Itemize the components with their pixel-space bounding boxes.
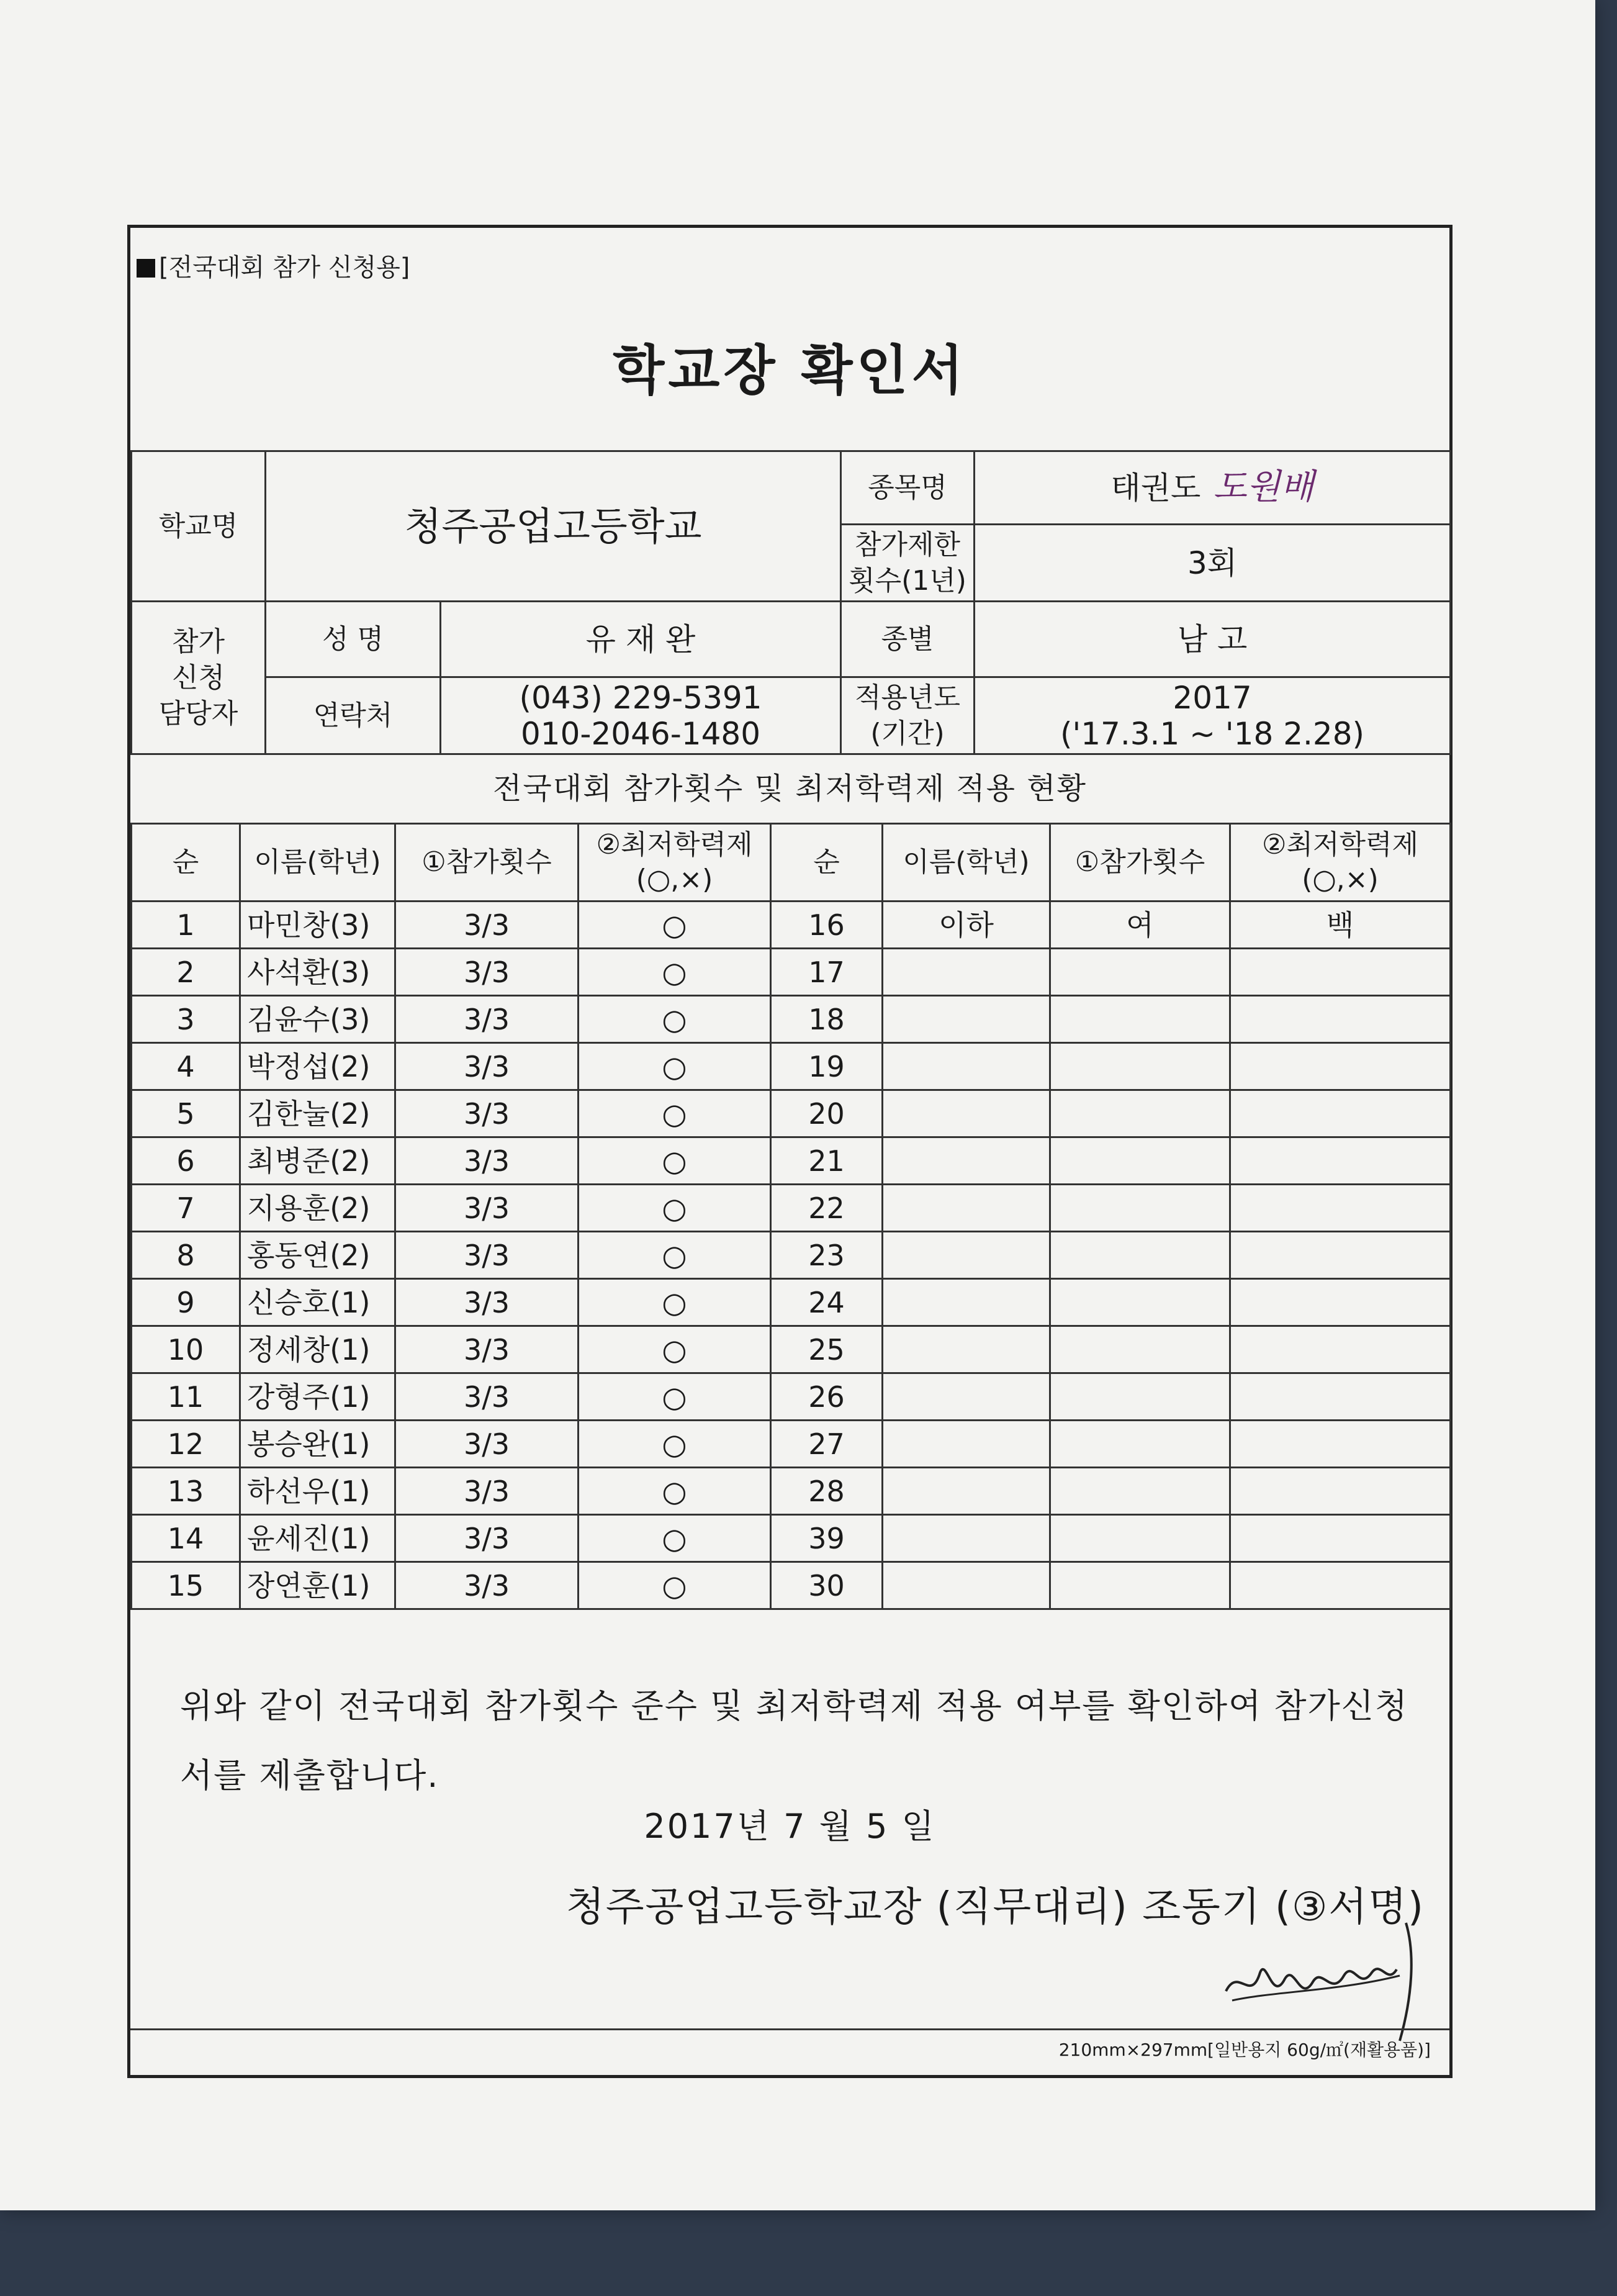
min-academic-status: ○ <box>579 1137 771 1185</box>
student-name: 윤세진(1) <box>240 1515 395 1562</box>
student-name <box>883 1562 1050 1609</box>
table-row <box>132 1232 1451 1279</box>
table-row <box>132 996 1451 1043</box>
participation-count <box>1050 1562 1230 1609</box>
student-name <box>883 1279 1050 1326</box>
student-name: 장연훈(1) <box>240 1562 395 1609</box>
info-table <box>130 450 1451 755</box>
min-academic-status: ○ <box>579 1421 771 1468</box>
min-academic-status <box>1230 1043 1451 1090</box>
student-name: 사석환(3) <box>240 949 395 996</box>
participation-count: 3/3 <box>395 1279 579 1326</box>
student-name: 봉승완(1) <box>240 1421 395 1468</box>
min-academic-status: ○ <box>579 949 771 996</box>
student-name <box>883 996 1050 1043</box>
limit-label: 참가제한 횟수(1년) <box>841 525 975 602</box>
participation-count: 3/3 <box>395 1137 579 1185</box>
participation-count: 3/3 <box>395 1373 579 1421</box>
roster-header-row <box>132 824 1451 902</box>
min-academic-status: ○ <box>579 1279 771 1326</box>
roster-body <box>132 902 1451 1609</box>
table-row <box>132 1326 1451 1373</box>
participation-count <box>1050 1043 1230 1090</box>
school-name-value: 청주공업고등학교 <box>266 451 841 602</box>
min-academic-status <box>1230 949 1451 996</box>
student-name <box>883 1043 1050 1090</box>
table-row <box>132 1515 1451 1562</box>
participation-count <box>1050 1185 1230 1232</box>
row-number: 30 <box>771 1562 883 1609</box>
row-number: 11 <box>132 1373 240 1421</box>
row-number: 22 <box>771 1185 883 1232</box>
confirmation-statement: 위와 같이 전국대회 참가횟수 준수 및 최저학력제 적용 여부를 확인하여 참가신청서를 제출합니다. <box>180 1686 1409 1795</box>
participation-count: 3/3 <box>395 1090 579 1137</box>
row-number: 7 <box>132 1185 240 1232</box>
footer-divider <box>130 2028 1449 2030</box>
participation-count <box>1050 996 1230 1043</box>
min-academic-status <box>1230 1326 1451 1373</box>
column-header: 이름(학년) <box>240 824 395 902</box>
table-row <box>132 1043 1451 1090</box>
table-row <box>132 1185 1451 1232</box>
min-academic-status <box>1230 1373 1451 1421</box>
student-name: 지용훈(2) <box>240 1185 395 1232</box>
signature-icon <box>1201 1898 1431 2047</box>
min-academic-status: ○ <box>579 1326 771 1373</box>
form-frame <box>127 225 1453 2078</box>
student-name: 마민창(3) <box>240 902 395 949</box>
min-academic-status <box>1230 1468 1451 1515</box>
min-academic-status: ○ <box>579 1468 771 1515</box>
column-header: 이름(학년) <box>883 824 1050 902</box>
table-row <box>132 902 1451 949</box>
status-section-title: 전국대회 참가횟수 및 최저학력제 적용 현황 <box>493 771 1087 806</box>
min-academic-status: ○ <box>579 902 771 949</box>
name-label: 성 명 <box>266 602 441 677</box>
column-header: ②최저학력제 (○,×) <box>579 824 771 902</box>
min-academic-status <box>1230 996 1451 1043</box>
phone-value: (043) 229-5391 010-2046-1480 <box>441 677 841 754</box>
row-number: 24 <box>771 1279 883 1326</box>
student-name: 이하 <box>883 902 1050 949</box>
principal-line: 청주공업고등학교장 (직무대리) 조동기 (③서명) <box>565 1884 1425 1930</box>
min-academic-status: ○ <box>579 1090 771 1137</box>
school-name-label: 학교명 <box>132 451 266 602</box>
min-academic-status <box>1230 1279 1451 1326</box>
participation-count: 3/3 <box>395 1185 579 1232</box>
student-name <box>883 1137 1050 1185</box>
participation-count <box>1050 949 1230 996</box>
row-number: 3 <box>132 996 240 1043</box>
table-row <box>132 1090 1451 1137</box>
min-academic-status: ○ <box>579 1373 771 1421</box>
document-title: 학교장 확인서 <box>613 340 967 402</box>
min-academic-status: ○ <box>579 1562 771 1609</box>
column-header: ②최저학력제 (○,×) <box>1230 824 1451 902</box>
participation-count <box>1050 1421 1230 1468</box>
participation-count: 3/3 <box>395 1562 579 1609</box>
row-number: 19 <box>771 1043 883 1090</box>
row-number: 13 <box>132 1468 240 1515</box>
row-number: 27 <box>771 1421 883 1468</box>
student-name: 하선우(1) <box>240 1468 395 1515</box>
student-name <box>883 949 1050 996</box>
participation-count: 3/3 <box>395 1421 579 1468</box>
row-number: 20 <box>771 1090 883 1137</box>
table-row <box>132 1373 1451 1421</box>
table-row <box>132 1421 1451 1468</box>
participation-count: 여 <box>1050 902 1230 949</box>
min-academic-status <box>1230 1515 1451 1562</box>
name-value: 유 재 완 <box>441 602 841 677</box>
min-academic-status: ○ <box>579 1515 771 1562</box>
row-number: 5 <box>132 1090 240 1137</box>
row-number: 23 <box>771 1232 883 1279</box>
student-name <box>883 1468 1050 1515</box>
participation-count <box>1050 1279 1230 1326</box>
event-handwritten-note: 도원배 <box>1213 467 1314 507</box>
gender-label: 종별 <box>841 602 975 677</box>
participation-count: 3/3 <box>395 949 579 996</box>
contact-person-label: 참가 신청 담당자 <box>132 602 266 754</box>
participation-count <box>1050 1232 1230 1279</box>
min-academic-status: ○ <box>579 1185 771 1232</box>
participation-count: 3/3 <box>395 902 579 949</box>
row-number: 18 <box>771 996 883 1043</box>
student-name: 최병준(2) <box>240 1137 395 1185</box>
form-type-label: [전국대회 참가 신청용] <box>137 253 410 282</box>
min-academic-status <box>1230 1185 1451 1232</box>
min-academic-status <box>1230 1090 1451 1137</box>
row-number: 2 <box>132 949 240 996</box>
participation-count <box>1050 1326 1230 1373</box>
column-header: ①참가횟수 <box>1050 824 1230 902</box>
table-row <box>132 1137 1451 1185</box>
student-name: 정세창(1) <box>240 1326 395 1373</box>
row-number: 9 <box>132 1279 240 1326</box>
roster-table <box>130 823 1451 1610</box>
row-number: 26 <box>771 1373 883 1421</box>
student-name: 김윤수(3) <box>240 996 395 1043</box>
row-number: 15 <box>132 1562 240 1609</box>
participation-count <box>1050 1373 1230 1421</box>
student-name <box>883 1185 1050 1232</box>
row-number: 1 <box>132 902 240 949</box>
column-header: 순 <box>132 824 240 902</box>
row-number: 25 <box>771 1326 883 1373</box>
min-academic-status: ○ <box>579 1232 771 1279</box>
row-number: 6 <box>132 1137 240 1185</box>
participation-count: 3/3 <box>395 1326 579 1373</box>
row-number: 17 <box>771 949 883 996</box>
event-value-cell <box>975 451 1451 525</box>
student-name <box>883 1421 1050 1468</box>
row-number: 21 <box>771 1137 883 1185</box>
participation-count <box>1050 1090 1230 1137</box>
row-number: 12 <box>132 1421 240 1468</box>
paper-spec: 210mm×297mm[일반용지 60g/㎡(재활용품)] <box>1058 2040 1431 2060</box>
table-row <box>132 1468 1451 1515</box>
year-label: 적용년도 (기간) <box>841 677 975 754</box>
row-number: 28 <box>771 1468 883 1515</box>
event-value: 태권도 <box>1110 470 1201 506</box>
student-name: 강형주(1) <box>240 1373 395 1421</box>
participation-count <box>1050 1137 1230 1185</box>
student-name: 김한눌(2) <box>240 1090 395 1137</box>
participation-count: 3/3 <box>395 1515 579 1562</box>
gender-value: 남 고 <box>975 602 1451 677</box>
row-number: 8 <box>132 1232 240 1279</box>
column-header: ①참가횟수 <box>395 824 579 902</box>
student-name: 홍동연(2) <box>240 1232 395 1279</box>
participation-count: 3/3 <box>395 1232 579 1279</box>
year-value: 2017 ('17.3.1 ~ '18 2.28) <box>975 677 1451 754</box>
min-academic-status <box>1230 1562 1451 1609</box>
limit-value: 3회 <box>975 525 1451 602</box>
row-number: 14 <box>132 1515 240 1562</box>
row-number: 39 <box>771 1515 883 1562</box>
student-name: 신승호(1) <box>240 1279 395 1326</box>
participation-count: 3/3 <box>395 996 579 1043</box>
min-academic-status <box>1230 1421 1451 1468</box>
participation-count <box>1050 1515 1230 1562</box>
row-number: 4 <box>132 1043 240 1090</box>
table-row <box>132 1562 1451 1609</box>
table-row <box>132 1279 1451 1326</box>
table-row <box>132 949 1451 996</box>
student-name <box>883 1090 1050 1137</box>
row-number: 10 <box>132 1326 240 1373</box>
black-square-icon <box>137 259 155 278</box>
participation-count <box>1050 1468 1230 1515</box>
min-academic-status: ○ <box>579 996 771 1043</box>
participation-count: 3/3 <box>395 1468 579 1515</box>
min-academic-status: 백 <box>1230 902 1451 949</box>
min-academic-status <box>1230 1137 1451 1185</box>
min-academic-status: ○ <box>579 1043 771 1090</box>
column-header: 순 <box>771 824 883 902</box>
student-name <box>883 1373 1050 1421</box>
phone-label: 연락처 <box>266 677 441 754</box>
student-name <box>883 1515 1050 1562</box>
event-label: 종목명 <box>841 451 975 525</box>
student-name <box>883 1232 1050 1279</box>
participation-count: 3/3 <box>395 1043 579 1090</box>
submission-date: 2017년 7 월 5 일 <box>644 1807 936 1846</box>
student-name: 박정섭(2) <box>240 1043 395 1090</box>
min-academic-status <box>1230 1232 1451 1279</box>
row-number: 16 <box>771 902 883 949</box>
student-name <box>883 1326 1050 1373</box>
